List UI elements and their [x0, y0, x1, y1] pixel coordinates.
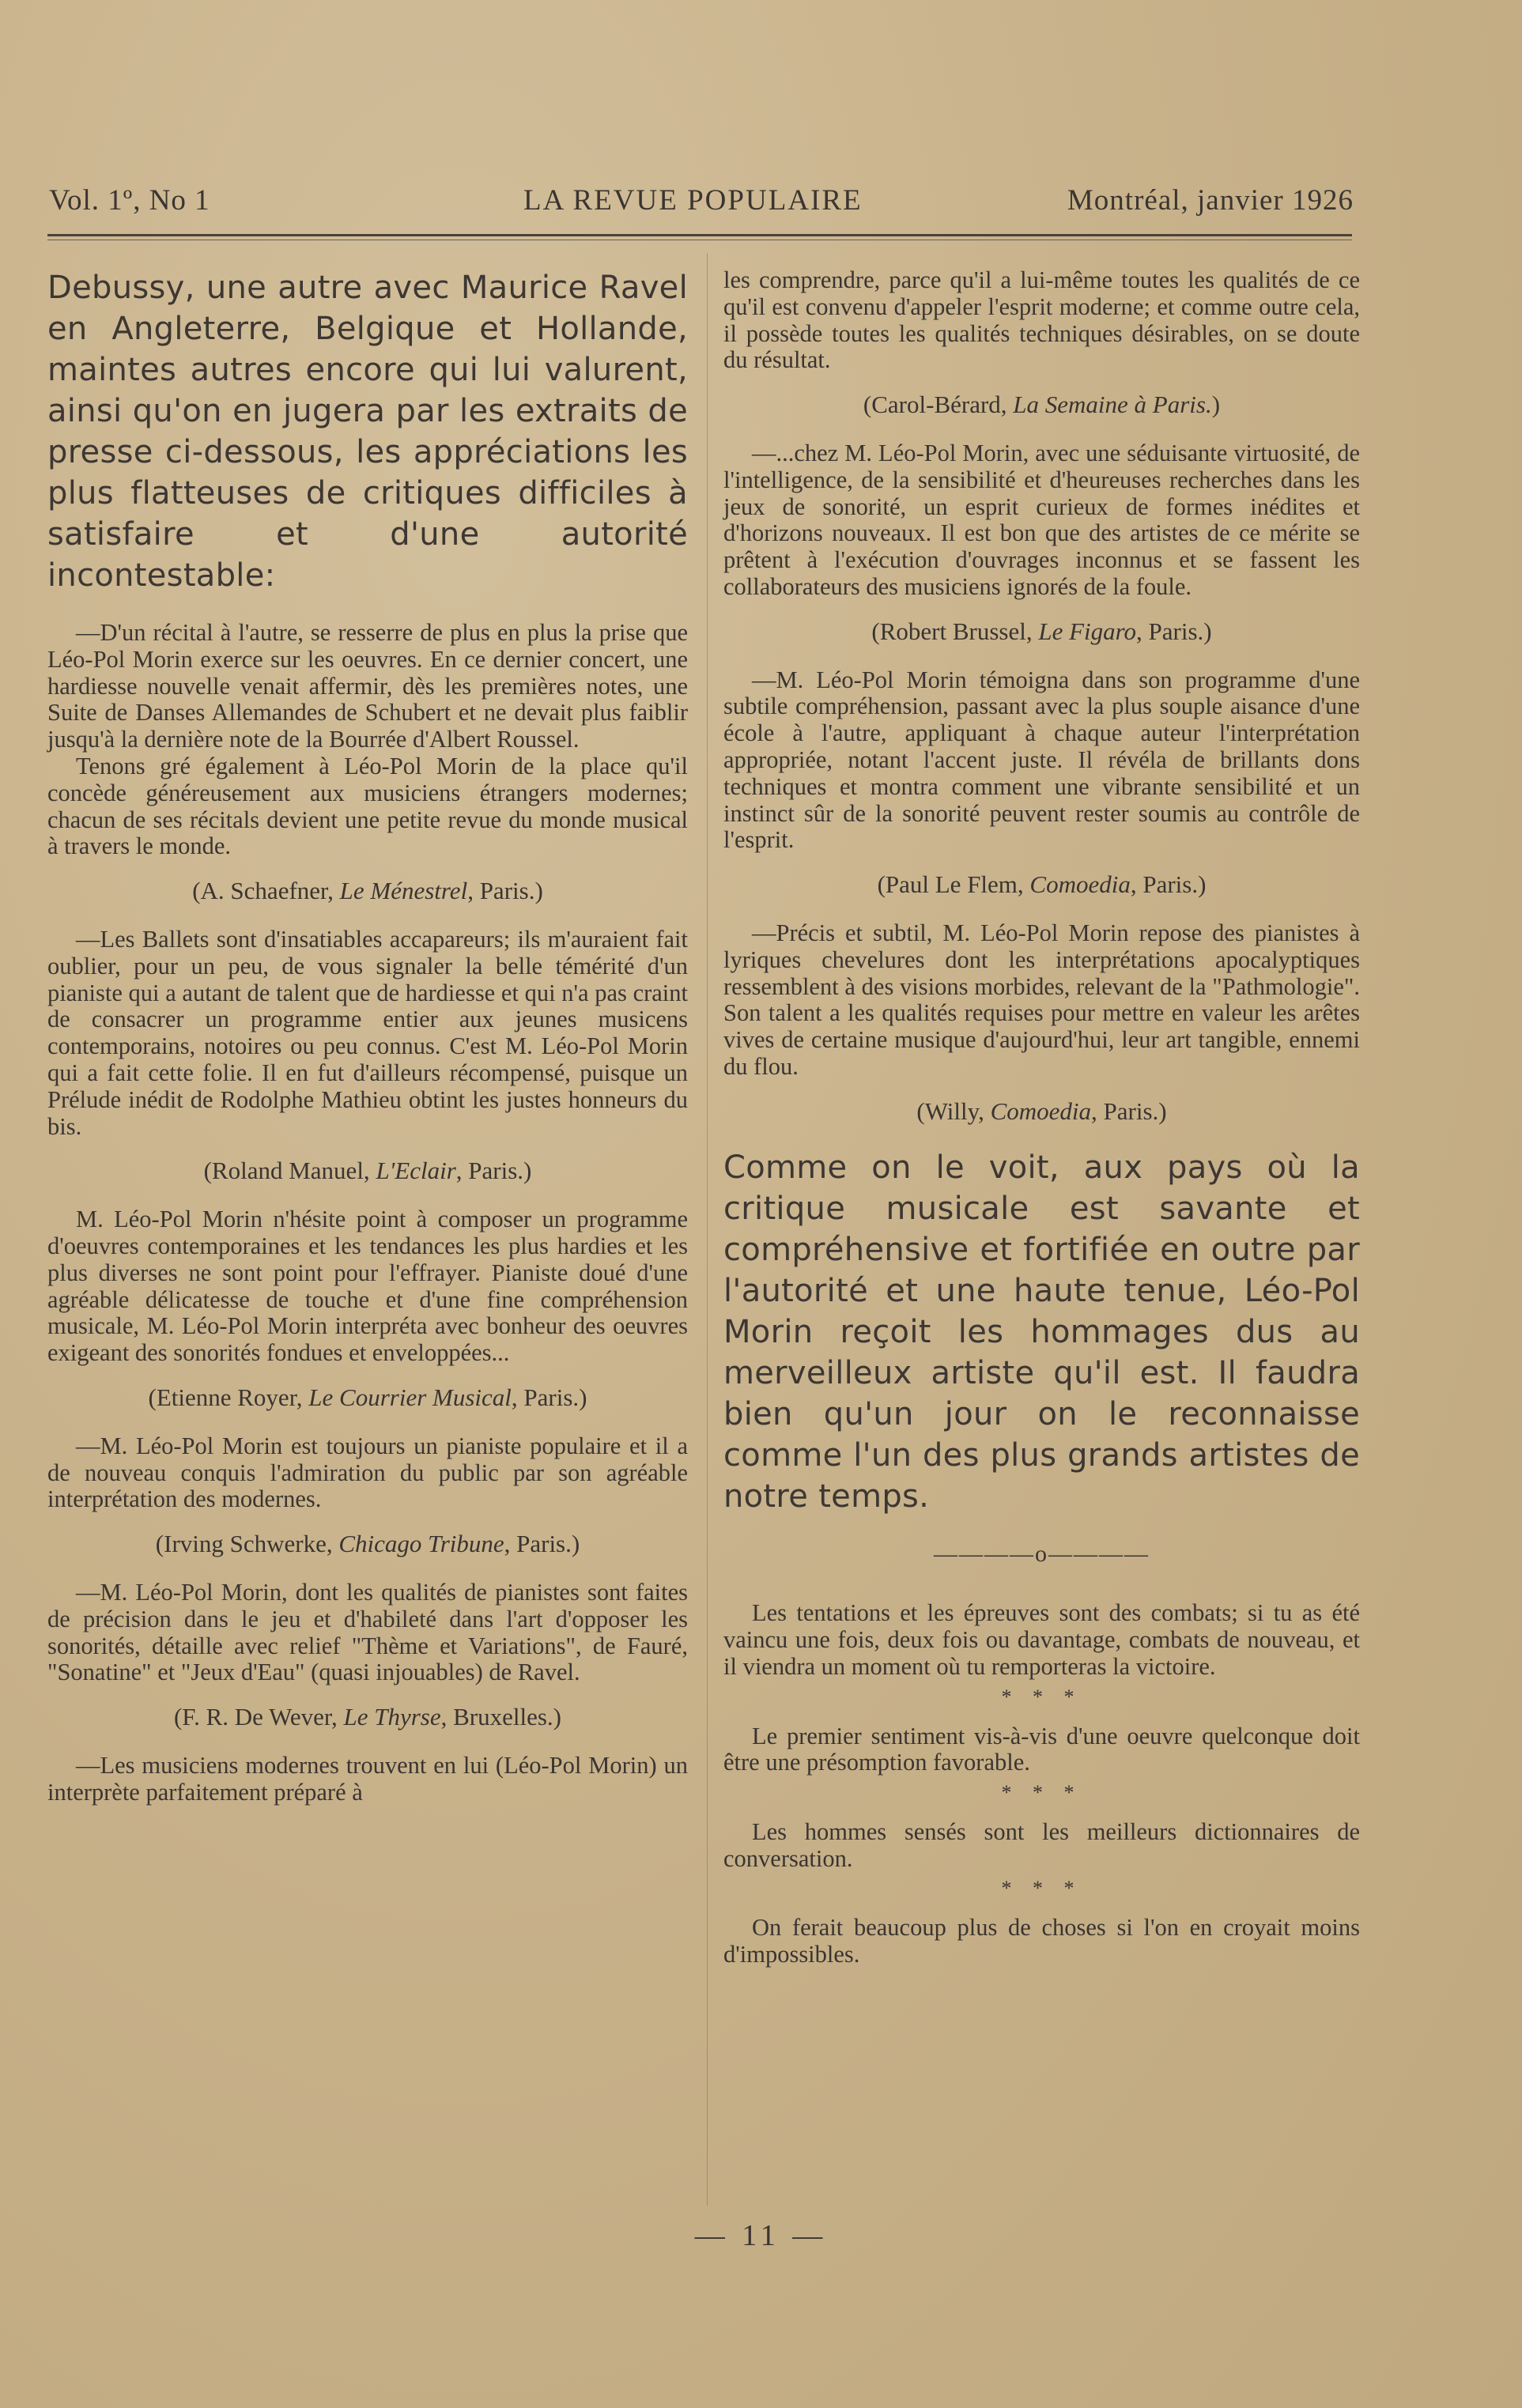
attribution-de-wever: (F. R. De Wever, Le Thyrse, Bruxelles.)	[173, 1703, 561, 1731]
maxim-impossibles: On ferait beaucoup plus de choses si l'on en croyait moins d'impossibles.	[723, 1914, 1360, 1968]
quote-schaefner-2: Tenons gré également à Léo-Pol Morin de la place qu'il concède généreusement aux musiciens étrangers modernes; chacun de ses récitals devient une petite revue du monde musical à travers le monde.	[47, 752, 688, 860]
journal-title: LA REVUE POPULAIRE	[523, 184, 863, 217]
asterism-1: * * *	[1001, 1685, 1082, 1708]
quote-de-wever: —M. Léo-Pol Morin, dont les qualités de pianistes sont faites de précision dans le jeu et d'habileté dans l'art d'opposer les sonorités, détaille avec relief "Thème et Variations", de Fauré, "Sonatine" et "Jeux d'Eau" (quasi injouables) de Ravel.	[47, 1578, 688, 1686]
conclusion-paragraph: Comme on le voit, aux pays où la critique musicale est savante et compréhensive et fortifiée en outre par l'autorité et une haute tenue, Léo-Pol Morin reçoit les hommages dus au merveilleux artiste qu'il est. Il faudra bien qu'un jour on le reconnaisse comme l'un des plus grands artistes de notre temps.	[723, 1149, 1360, 1515]
maxim-sensible-men: Les hommes sensés sont les meilleurs dictionnaires de conversation.	[723, 1817, 1360, 1872]
quote-royer: M. Léo-Pol Morin n'hésite point à composer un programme d'oeuvres contemporaines et les tendances les plus hardies et les plus diverses ne sont point pour l'effrayer. Pianiste doué d'une agréable délicatesse de touche et d'une fine compréhension musicale, M. Léo-Pol Morin interpréta avec bonheur des oeuvres exigeant des sonorités fondues et enveloppées...	[47, 1206, 688, 1367]
quote-brussel: —...chez M. Léo-Pol Morin, avec une séduisante virtuosité, de l'intelligence, de la sensibilité et d'heureuses recherches dans les jeux de sonorité, un esprit curieux de formes inédites et d'horizons nouveaux. Il est bon que des artistes de ce mérite se prêtent à l'exécution d'ouvrages inconnus et se fassent les collaborateurs des musiciens ignorés de la foule.	[723, 439, 1360, 600]
right-column	[723, 267, 1360, 1968]
attribution-schwerke: (Irving Schwerke, Chicago Tribune, Paris.)	[155, 1530, 580, 1558]
section-separator: ————o————	[934, 1540, 1150, 1567]
volume-number: Vol. 1º, No 1	[49, 184, 210, 217]
column-divider	[707, 253, 708, 2206]
attribution-roland-manuel: (Roland Manuel, L'Eclair, Paris.)	[203, 1157, 532, 1185]
maxim-first-sentiment: Le premier sentiment vis-à-vis d'une oeuvre quelconque doit être une présomption favorable.	[723, 1722, 1360, 1776]
attribution-schaefner: (A. Schaefner, Le Ménestrel, Paris.)	[192, 877, 543, 905]
quote-roland-manuel: —Les Ballets sont d'insatiables accapareurs; ils m'auraient fait oublier, pour un peu, de vous signaler la belle témérité d'un pianiste qui a autant de talent que de hardiesse et qui n'a pas craint de consacrer un programme entier aux jeunes musicens contemporains, notoires ou peu connus. C'est M. Léo-Pol Morin qui a fait cette folie. Il en fut d'ailleurs récompensé, puisque un Prélude inédit de Rodolphe Mathieu obtint les justes honneurs du bis.	[47, 925, 688, 1140]
maxim-temptations: Les tentations et les épreuves sont des combats; si tu as été vaincu une fois, deux fois ou davantage, combats de nouveau, et il viendra un moment où tu remporteras la victoire.	[723, 1599, 1360, 1680]
left-column	[47, 267, 688, 1806]
attribution-carol-berard: (Carol-Bérard, La Semaine à Paris.)	[863, 391, 1221, 419]
asterism-2: * * *	[1001, 1781, 1082, 1805]
issue-date: Montréal, janvier 1926	[1067, 184, 1354, 217]
header-rule	[47, 234, 1352, 236]
quote-carol-berard-start: —Les musiciens modernes trouvent en lui (Léo-Pol Morin) un interprète parfaitement préparé à	[47, 1751, 688, 1806]
quote-schwerke: —M. Léo-Pol Morin est toujours un pianiste populaire et il a de nouveau conquis l'admiration du public par son agréable interprétation des modernes.	[47, 1432, 688, 1513]
attribution-brussel: (Robert Brussel, Le Figaro, Paris.)	[871, 617, 1212, 645]
attribution-le-flem: (Paul Le Flem, Comoedia, Paris.)	[877, 870, 1207, 899]
attribution-willy: (Willy, Comoedia, Paris.)	[916, 1096, 1167, 1125]
running-header	[49, 183, 1354, 231]
page-number: — 11 —	[694, 2219, 828, 2252]
asterism-3: * * *	[1001, 1877, 1082, 1900]
quote-schaefner-1: —D'un récital à l'autre, se resserre de plus en plus la prise que Léo-Pol Morin exerce sur les oeuvres. En ce dernier concert, une hardiesse nouvelle venait affermir, dès les premières notes, une Suite de Danses Allemandes de Schubert et ne devait plus faiblir jusqu'à la dernière note de la Bourrée d'Albert Roussel.	[47, 619, 688, 753]
lead-paragraph: Debussy, une autre avec Maurice Ravel en Angleterre, Belgique et Hollande, maintes autres encore qui lui valurent, ainsi qu'on en jugera par les extraits de presse ci-dessous, les appréciations les plus flatteuses de critiques difficiles à satisfaire et d'une autorité incontestable:	[47, 270, 688, 594]
quote-willy: —Précis et subtil, M. Léo-Pol Morin repose des pianistes à lyriques chevelures dont les interprétations apocalyptiques ressemblent à des visions morbides, relevant de la "Pathmologie". Son talent a les qualités requises pour mettre en valeur les arêtes vives de certaine musique d'aujourd'hui, leur art tangible, ennemi du flou.	[723, 919, 1360, 1080]
quote-le-flem: —M. Léo-Pol Morin témoigna dans son programme d'une subtile compréhension, passant avec la plus souple aisance d'une école à l'autre, appliquant à chaque auteur l'interprétation appropriée, notant l'accent juste. Il révéla de brillants dons techniques et montra comment une vibrante sensibilité et un instinct sûr de la sonorité peuvent rester soumis au contrôle de l'esprit.	[723, 666, 1360, 854]
attribution-royer: (Etienne Royer, Le Courrier Musical, Paris.)	[148, 1383, 587, 1411]
quote-carol-berard-continued: les comprendre, parce qu'il a lui-même toutes les qualités de ce qu'il est convenu d'appeler l'esprit moderne; et comme outre cela, il possède toutes les qualités techniques désirables, on se doute du résultat.	[723, 266, 1360, 374]
